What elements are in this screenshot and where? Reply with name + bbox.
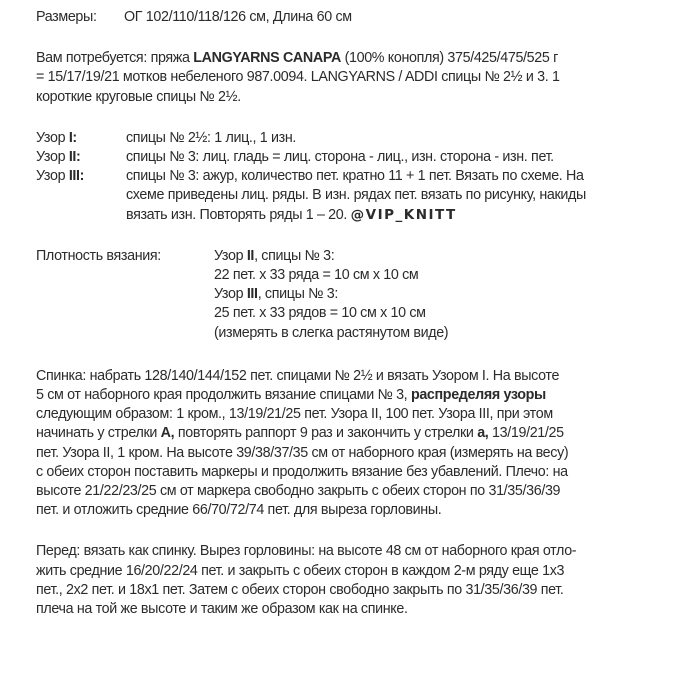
pattern-3-label: Узор III: [36, 168, 85, 185]
pattern-2-label: Узор II: [36, 149, 81, 166]
front-line-3: пет., 2x2 пет. и 18x1 пет. Затем с обеих сторон свободно закрыть по 31/35/36/39 пет. [36, 581, 564, 598]
sizes-line [36, 8, 676, 27]
density-label: Плотность вязания: [36, 247, 161, 264]
patterns-section [36, 129, 676, 225]
yarn-brand: LANGYARNS CANAPA [193, 50, 341, 67]
front-line-4: плеча на той же высоте и таким же образом как на спинке. [36, 601, 408, 618]
back-line-7: высоте 21/22/23/25 см от маркера свободно закрыть с обеих сторон по 31/35/36/39 [36, 483, 561, 500]
front-line-2: жить средние 16/20/22/24 пет. и закрыть с обеих сторон в каждом 2-м ряду еще 1x3 [36, 562, 565, 579]
density-values: Узор II, спицы № 3: 22 пет. x 33 ряда = 10 см x 10 см Узор III, спицы № 3: 25 пет. x 33 рядов = 10 см x 10 см (измерять в слегка растянутом виде) [214, 247, 449, 341]
back-line-3: следующим образом: 1 кром., 13/19/21/25 пет. Узора II, 100 пет. Узора III, при этом [36, 406, 553, 423]
materials-line-3: короткие круговые спицы № 2½. [36, 88, 241, 105]
front-section [36, 542, 676, 619]
pattern-document [36, 8, 676, 619]
back-line-1: Спинка: набрать 128/140/144/152 пет. спицами № 2½ и вязать Узором I. На высоте [36, 367, 560, 384]
materials-line-2: = 15/17/19/21 мотков небеленого 987.0094. LANGYARNS / ADDI спицы № 2½ и 3. 1 [36, 69, 560, 86]
pattern-1 [36, 129, 676, 148]
back-line-5: пет. Узора II, 1 кром. На высоте 39/38/37/35 см от наборного края (измерять на весу) [36, 444, 569, 461]
materials-line-1 [36, 49, 676, 68]
back-line-8: пет. и отложить средние 66/70/72/74 пет. для выреза горловины. [36, 502, 442, 519]
back-line-6: с обеих сторон поставить маркеры и продолжить вязание без убавлений. Плечо: на [36, 463, 568, 480]
materials-section [36, 49, 676, 107]
pattern-2-text: спицы № 3: лиц. гладь = лиц. сторона - лиц., изн. сторона - изн. пет. [126, 149, 554, 166]
pattern-3 [36, 167, 676, 225]
pattern-1-text: спицы № 2½: 1 лиц., 1 изн. [126, 129, 297, 146]
watermark: @VIP_KNITT [350, 206, 457, 223]
sizes-value: ОГ 102/110/118/126 см, Длина 60 см [124, 9, 352, 25]
density-section [36, 247, 676, 343]
pattern-3-text: спицы № 3: ажур, количество пет. кратно 11 + 1 пет. Вязать по схеме. На схеме приведены лиц. ряды. В изн. рядах пет. вязать по рисунку, накиды вязать изн. Повторять ряды 1 – 20. @VIP_KNITT [126, 168, 586, 223]
sizes-label: Размеры: [36, 9, 97, 25]
pattern-2 [36, 148, 676, 167]
materials-prefix: Вам потребуется: пряжа [36, 50, 194, 67]
materials-line-1-rest: (100% конопля) 375/425/475/525 г [340, 50, 558, 67]
back-label: Спинка [36, 367, 83, 384]
pattern-1-label: Узор I: [36, 129, 77, 146]
back-line-2: 5 см от наборного края продолжить вязание спицами № 3, распределяя узоры [36, 387, 546, 404]
front-line-1: Перед: вязать как спинку. Вырез горловины: на высоте 48 см от наборного края отло- [36, 543, 577, 560]
back-section [36, 367, 676, 521]
back-line-4: начинать у стрелки А, повторять раппорт 9 раз и закончить у стрелки а, 13/19/21/25 [36, 425, 564, 442]
